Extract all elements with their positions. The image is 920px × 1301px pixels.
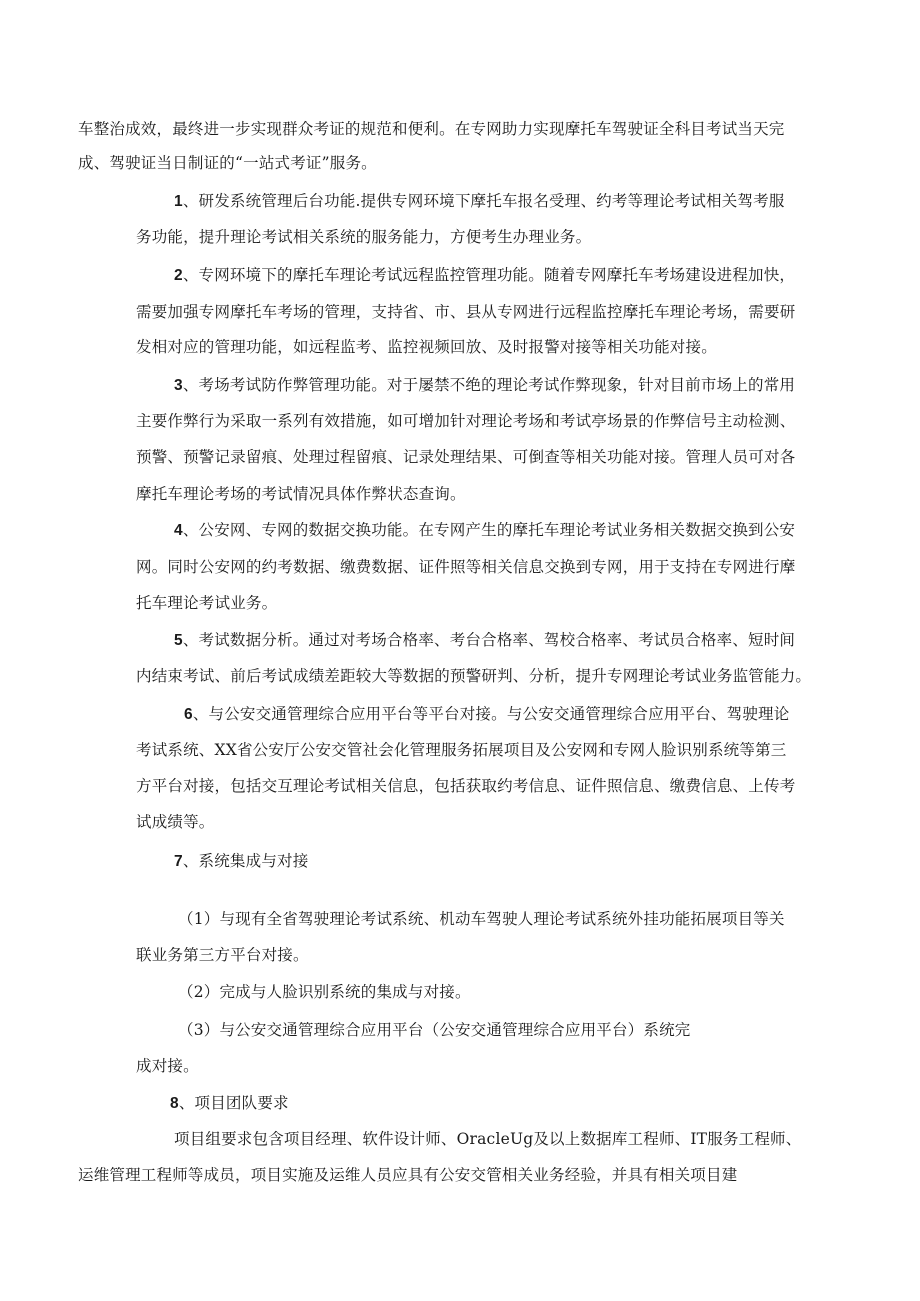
item-7-line bbox=[174, 851, 308, 872]
item-text: 、公安网、专网的数据交换功能。在专网产生的摩托车理论考试业务相关数据交换到公安 bbox=[182, 521, 796, 539]
item-number: 4 bbox=[174, 522, 183, 539]
item-text: 、专网环境下的摩托车理论考试远程监控管理功能。随着专网摩托车考场建设进程加快， bbox=[182, 266, 796, 284]
sub-item-3-line: 成对接。 bbox=[136, 1057, 199, 1075]
item-text: 、考场考试防作弊管理功能。对于屡禁不绝的理论考试作弊现象，针对目前市场上的常用 bbox=[182, 376, 796, 394]
item-number: 5 bbox=[174, 632, 183, 649]
item-text: 、考试数据分析。通过对考场合格率、考台合格率、驾校合格率、考试员合格率、短时间 bbox=[182, 631, 796, 649]
sub-item-1-line: （1）与现有全省驾驶理论考试系统、机动车驾驶人理论考试系统外挂功能拓展项目等关 bbox=[178, 910, 785, 928]
item-3-line: 预警、预警记录留痕、处理过程留痕、记录处理结果、可倒查等相关功能对接。管理人员可对各 bbox=[136, 448, 796, 466]
intro-line: 成、驾驶证当日制证的“一站式考证”服务。 bbox=[78, 154, 377, 172]
item-3-line: 摩托车理论考场的考试情况具体作弊状态查询。 bbox=[136, 485, 466, 503]
item-1-line bbox=[174, 191, 785, 212]
item-3-line: 主要作弊行为采取一系列有效措施，如可增加针对理论考场和考试亭场景的作弊信号主动检测、 bbox=[136, 412, 796, 430]
item-3-line bbox=[174, 375, 795, 396]
item-6-line bbox=[184, 704, 789, 725]
intro-line: 车整治成效，最终进一步实现群众考证的规范和便利。在专网助力实现摩托车驾驶证全科目考试当天完 bbox=[78, 120, 785, 138]
item-2-line bbox=[174, 265, 795, 286]
item-number: 2 bbox=[174, 267, 183, 284]
item-6-line: 考试系统、XX省公安厅公安交管社会化管理服务拓展项目及公安网和专网人脸识别系统等第三 bbox=[136, 741, 787, 759]
item-4-line: 网。同时公安网的约考数据、缴费数据、证件照等相关信息交换到专网，用于支持在专网进行摩 bbox=[136, 558, 796, 576]
sub-item-2-line: （2）完成与人脸识别系统的集成与对接。 bbox=[178, 983, 471, 1001]
item-2-line: 需要加强专网摩托车考场的管理，支持省、市、县从专网进行远程监控摩托车理论考场，需要研 bbox=[136, 303, 796, 321]
item-1-line: 务功能，提升理论考试相关系统的服务能力，方便考生办理业务。 bbox=[136, 228, 592, 246]
item-number: 3 bbox=[174, 377, 183, 394]
item-number: 8 bbox=[170, 1095, 179, 1112]
item-5-line: 内结束考试、前后考试成绩差距较大等数据的预警研判、分析，提升专网理论考试业务监管能力。 bbox=[136, 667, 812, 685]
item-4-line: 托车理论考试业务。 bbox=[136, 594, 278, 612]
item-number: 6 bbox=[184, 706, 193, 723]
item-2-line: 发相对应的管理功能，如远程监考、监控视频回放、及时报警对接等相关功能对接。 bbox=[136, 338, 717, 356]
item-text: 、与公安交通管理综合应用平台等平台对接。与公安交通管理综合应用平台、驾驶理论 bbox=[192, 705, 790, 723]
item-number: 7 bbox=[174, 853, 183, 870]
sub-item-3-line: （3）与公安交通管理综合应用平台（公安交通管理综合应用平台）系统完 bbox=[178, 1021, 691, 1039]
item-8-line bbox=[170, 1093, 289, 1114]
sub-item-1-line: 联业务第三方平台对接。 bbox=[136, 946, 309, 964]
item-5-line bbox=[174, 630, 795, 651]
item-4-line bbox=[174, 520, 795, 541]
item-6-line: 方平台对接，包括交互理论考试相关信息，包括获取约考信息、证件照信息、缴费信息、上传考 bbox=[136, 777, 796, 795]
item-6-line: 试成绩等。 bbox=[136, 813, 215, 831]
closing-line: 运维管理工程师等成员，项目实施及运维人员应具有公安交管相关业务经验，并具有相关项目建 bbox=[78, 1166, 738, 1184]
item-number: 1 bbox=[174, 193, 183, 210]
item-text: 、项目团队要求 bbox=[178, 1094, 289, 1112]
closing-line: 项目组要求包含项目经理、软件设计师、OracleUg及以上数据库工程师、IT服务工程师、 bbox=[174, 1130, 802, 1148]
item-text: 、研发系统管理后台功能.提供专网环境下摩托车报名受理、约考等理论考试相关驾考服 bbox=[182, 192, 785, 210]
item-text: 、系统集成与对接 bbox=[182, 852, 309, 870]
